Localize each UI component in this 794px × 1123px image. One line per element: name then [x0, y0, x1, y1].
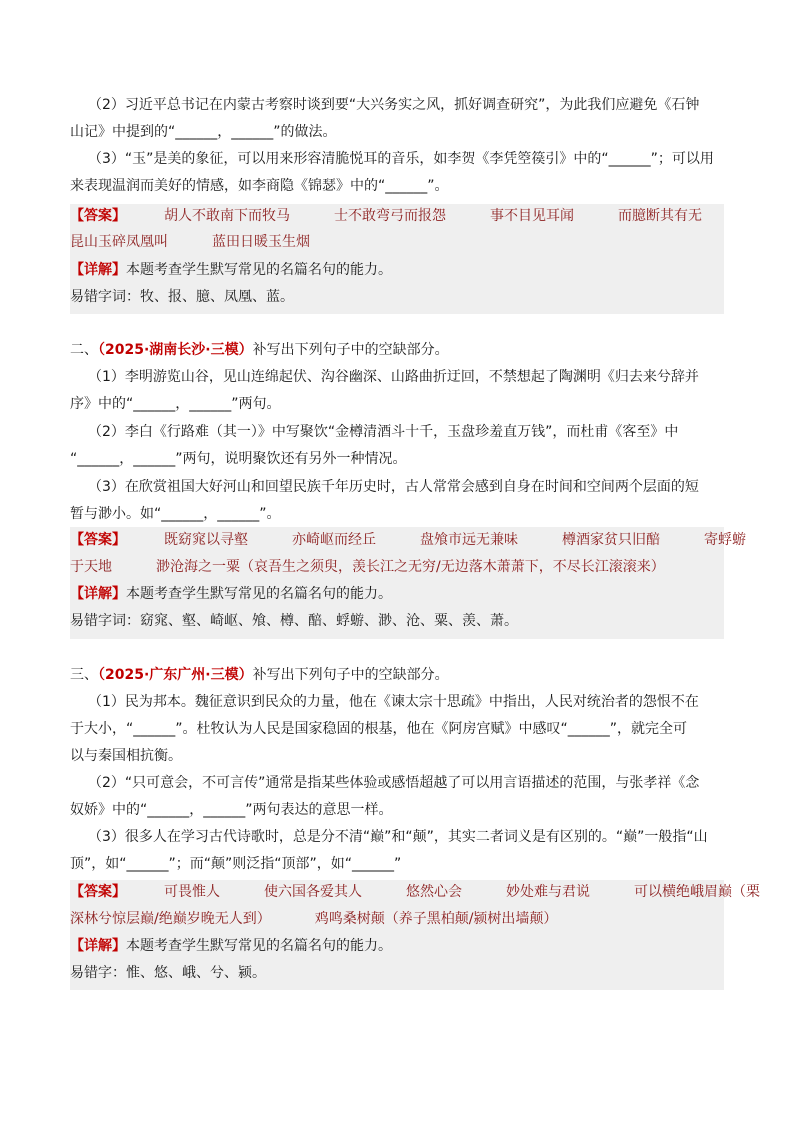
answer-item: 妙处难与君说 [506, 884, 590, 900]
question-source: （2025·湖南长沙·三模） [98, 342, 253, 358]
section-number: 三、 [70, 667, 98, 683]
answer-item: 盘飧市远无兼味 [420, 532, 518, 548]
detail-text: 本题考查学生默写常见的名篇名句的能力。 [126, 938, 392, 954]
s3-detail [70, 935, 724, 957]
s2-q2-line1: （2）李白《行路难（其一）》中写聚饮“金樽清酒斗十千，玉盘珍羞直万钱”，而杜甫《客至》中 [88, 424, 679, 440]
s3-answer-line2 [70, 908, 724, 930]
answer-item: 而臆断其有无 [618, 208, 702, 224]
detail-label: 【详解】 [70, 262, 126, 278]
answer-item: 寄蜉蝣 [704, 532, 746, 548]
s2-q2-line2: “______，______”两句，说明聚饮还有另外一种情况。 [70, 451, 407, 467]
answer-item: 可畏惟人 [164, 884, 220, 900]
answer-item: 胡人不敢南下而牧马 [164, 208, 290, 224]
s3-q1-line3: 以与秦国相抗衡。 [70, 748, 182, 764]
detail-label: 【详解】 [70, 938, 126, 954]
section-title: 补写出下列句子中的空缺部分。 [252, 667, 449, 683]
answer-item: 蓝田日暖玉生烟 [212, 234, 310, 250]
answer-item: 使六国各爱其人 [264, 884, 362, 900]
s1-q3-line2: 来表现温润而美好的情感，如李商隐《锦瑟》中的“______”。 [70, 178, 449, 194]
s3-q1-line2: 于大小，“______”。杜牧认为人民是国家稳固的根基，他在《阿房宫赋》中感叹“______”，就完全可 [70, 721, 688, 737]
answer-item: 鸡鸣桑树颠（养子黑柏颠/颍树出墙颠） [314, 911, 558, 927]
s2-answer-line1 [70, 529, 746, 551]
detail-label: 【详解】 [70, 586, 126, 602]
s1-error-words: 易错字词：牧、报、臆、凤凰、蓝。 [70, 289, 294, 305]
answer-label: 【答案】 [70, 208, 126, 224]
answer-item: 樽酒家贫只旧醅 [562, 532, 660, 548]
answer-item: 深林兮惊层巅/绝巅岁晚无人到） [70, 911, 271, 927]
answer-item: 悠然心会 [406, 884, 462, 900]
s1-answer-line2 [70, 231, 724, 253]
s2-heading [70, 339, 724, 361]
answer-item: 昆山玉碎凤凰叫 [70, 234, 168, 250]
answer-item: 事不目见耳闻 [490, 208, 574, 224]
s1-q2-line1: （2）习近平总书记在内蒙古考察时谈到要“大兴务实之风，抓好调查研究”，为此我们应避免《石钟 [88, 97, 700, 113]
s3-answer-line1 [70, 881, 760, 903]
s3-q2-line2: 奴娇》中的“______，______”两句表达的意思一样。 [70, 802, 393, 818]
s1-q3-line1: （3）“玉”是美的象征，可以用来形容清脆悦耳的音乐，如李贺《李凭箜篌引》中的“______”；可以用 [88, 151, 714, 167]
s3-q2-line1: （2）“只可意会，不可言传”通常是指某些体验或感悟超越了可以用言语描述的范围，与张孝祥《念 [88, 775, 700, 791]
s1-answer-line1 [70, 205, 724, 227]
s3-error-words: 易错字：惟、悠、峨、兮、颍。 [70, 965, 266, 981]
answer-item: 渺沧海之一粟（哀吾生之须臾，羡长江之无穷/无边落木萧萧下，不尽长江滚滚来） [156, 559, 665, 575]
answer-item: 士不敢弯弓而报怨 [334, 208, 446, 224]
s2-q1-line1: （1）李明游览山谷，见山连绵起伏、沟谷幽深、山路曲折迂回，不禁想起了陶渊明《归去来兮辞并 [88, 369, 699, 385]
answer-item: 亦崎岖而经丘 [292, 532, 376, 548]
answer-item: 于天地 [70, 559, 112, 575]
answer-item: 可以横绝峨眉巅（栗 [634, 884, 760, 900]
s2-error-words: 易错字词：窈窕、壑、崎岖、飧、樽、醅、蜉蝣、渺、沧、粟、羡、萧。 [70, 613, 518, 629]
detail-text: 本题考查学生默写常见的名篇名句的能力。 [126, 262, 392, 278]
section-title: 补写出下列句子中的空缺部分。 [252, 342, 449, 358]
s3-q3-line2: 顶”，如“______”；而“颠”则泛指“顶部”，如“______” [70, 856, 402, 872]
question-source: （2025·广东广州·三模） [98, 667, 253, 683]
s2-q3-line1: （3）在欣赏祖国大好河山和回望民族千年历史时，古人常常会感到自身在时间和空间两个层面的短 [88, 479, 699, 495]
answer-item: 既窈窕以寻壑 [164, 532, 248, 548]
s2-answer-line2 [70, 556, 724, 578]
detail-text: 本题考查学生默写常见的名篇名句的能力。 [126, 586, 392, 602]
s2-q3-line2: 暂与渺小。如“______，______”。 [70, 506, 281, 522]
s3-q1-line1: （1）民为邦本。魏征意识到民众的力量，他在《谏太宗十思疏》中指出，人民对统治者的怨恨不在 [88, 694, 699, 710]
s1-q2-line2: 山记》中提到的“______，______”的做法。 [70, 124, 337, 140]
s3-q3-line1: （3）很多人在学习古代诗歌时，总是分不清“巅”和“颠”，其实二者词义是有区别的。“巅”一般指“山 [88, 829, 708, 845]
answer-label: 【答案】 [70, 884, 126, 900]
s1-detail [70, 259, 724, 281]
section-number: 二、 [70, 342, 98, 358]
answer-label: 【答案】 [70, 532, 126, 548]
s2-q1-line2: 序》中的“______，______”两句。 [70, 396, 281, 412]
s2-detail [70, 583, 724, 605]
s3-heading [70, 664, 724, 686]
